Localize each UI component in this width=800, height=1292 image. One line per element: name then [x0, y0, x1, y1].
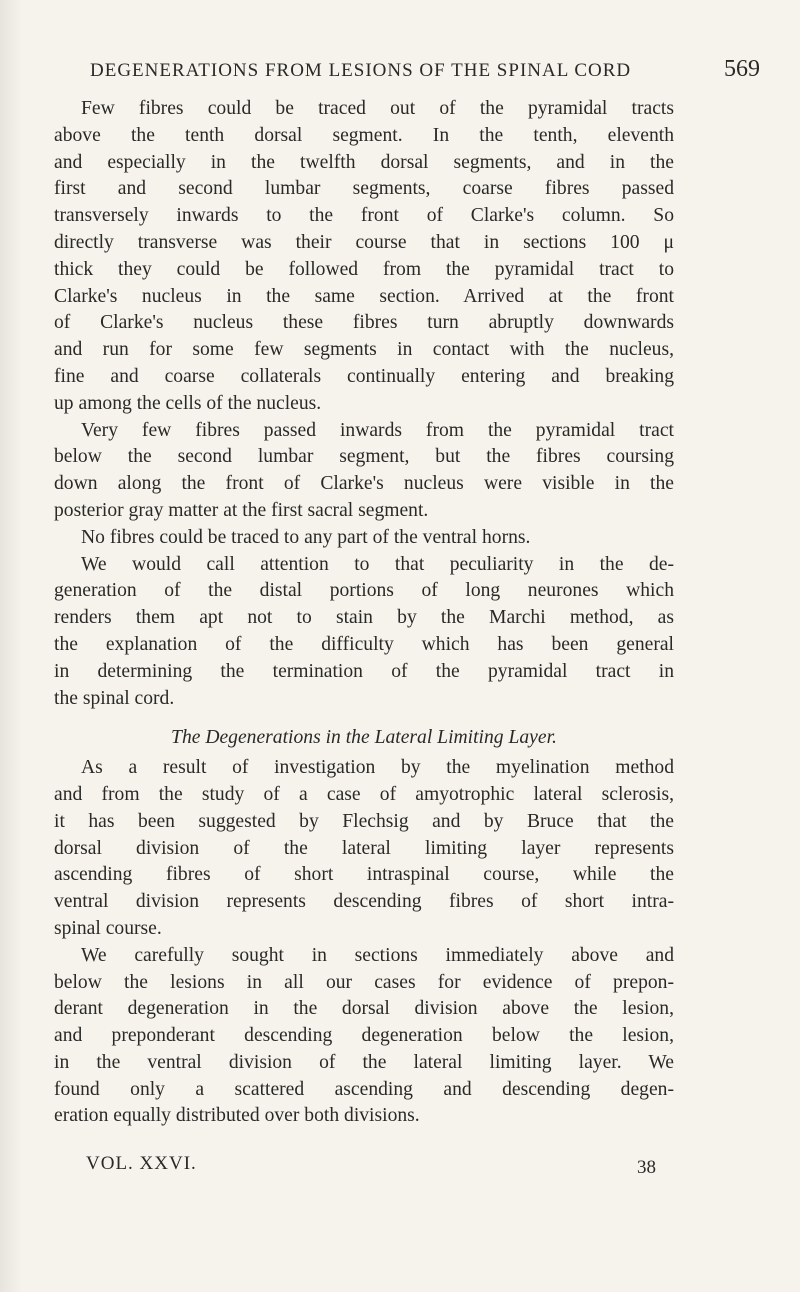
text-line: ventral division represents descending fibres of short intra- — [54, 891, 674, 913]
text-line: it has been suggested by Flechsig and by Bruce that the — [54, 810, 674, 832]
paragraph-block-2 — [54, 755, 674, 1130]
text-line: directly transverse was their course that in sections 100 μ — [54, 231, 674, 253]
text-line: thick they could be followed from the pyramidal tract to — [54, 258, 674, 280]
text-line: the spinal cord. — [54, 687, 175, 709]
text-line: fine and coarse collaterals continually entering and breaking — [54, 365, 674, 387]
text-line: found only a scattered ascending and descending degen- — [54, 1078, 674, 1100]
page-header — [60, 56, 760, 90]
text-line: posterior gray matter at the first sacral segment. — [54, 499, 429, 521]
text-line: above the tenth dorsal segment. In the tenth, eleventh — [54, 124, 674, 146]
paragraph-block-1 — [54, 96, 674, 712]
text-line: and preponderant descending degeneration below the lesion, — [54, 1025, 674, 1047]
text-line: transversely inwards to the front of Clarke's column. So — [54, 205, 674, 227]
text-line: generation of the distal portions of long neurones which — [54, 580, 674, 602]
text-line: and run for some few segments in contact with the nucleus, — [54, 339, 674, 361]
text-line: We carefully sought in sections immediately above and — [81, 944, 674, 966]
text-line: and from the study of a case of amyotrophic lateral sclerosis, — [54, 783, 674, 805]
text-line: We would call attention to that peculiarity in the de- — [81, 553, 674, 575]
text-line: spinal course. — [54, 917, 162, 939]
body-text — [54, 96, 674, 1130]
text-line: derant degeneration in the dorsal division above the lesion, — [54, 998, 674, 1020]
page-gutter-shadow — [0, 0, 22, 1292]
text-line: below the lesions in all our cases for evidence of prepon- — [54, 971, 674, 993]
text-line: As a result of investigation by the myelination method — [81, 757, 674, 779]
page-number: 569 — [724, 56, 760, 82]
page-footer — [86, 1153, 656, 1183]
section-heading: The Degenerations in the Lateral Limiting Layer. — [171, 727, 557, 749]
text-line: eration equally distributed over both divisions. — [54, 1105, 420, 1127]
text-line: in determining the termination of the pyramidal tract in — [54, 660, 674, 682]
text-line: down along the front of Clarke's nucleus were visible in the — [54, 473, 674, 495]
text-line: the explanation of the difficulty which has been general — [54, 633, 674, 655]
text-line: first and second lumbar segments, coarse fibres passed — [54, 178, 674, 200]
volume-mark: VOL. XXVI. — [86, 1153, 197, 1174]
text-line: up among the cells of the nucleus. — [54, 392, 322, 414]
text-line: renders them apt not to stain by the Marchi method, as — [54, 607, 674, 629]
text-line: dorsal division of the lateral limiting layer represents — [54, 837, 674, 859]
text-line: No fibres could be traced to any part of the ventral horns. — [81, 526, 531, 548]
running-head: DEGENERATIONS FROM LESIONS OF THE SPINAL CORD — [90, 60, 632, 81]
text-line: Few fibres could be traced out of the pyramidal tracts — [81, 98, 674, 119]
text-line: ascending fibres of short intraspinal course, while the — [54, 864, 674, 886]
text-line: and especially in the twelfth dorsal segments, and in the — [54, 151, 674, 173]
text-line: below the second lumbar segment, but the fibres coursing — [54, 446, 674, 468]
text-line: in the ventral division of the lateral limiting layer. We — [54, 1051, 674, 1073]
text-line: of Clarke's nucleus these fibres turn abruptly downwards — [54, 312, 674, 334]
signature-mark: 38 — [637, 1157, 656, 1178]
text-line: Clarke's nucleus in the same section. Arrived at the front — [54, 285, 674, 307]
text-line: Very few fibres passed inwards from the pyramidal tract — [81, 419, 674, 441]
